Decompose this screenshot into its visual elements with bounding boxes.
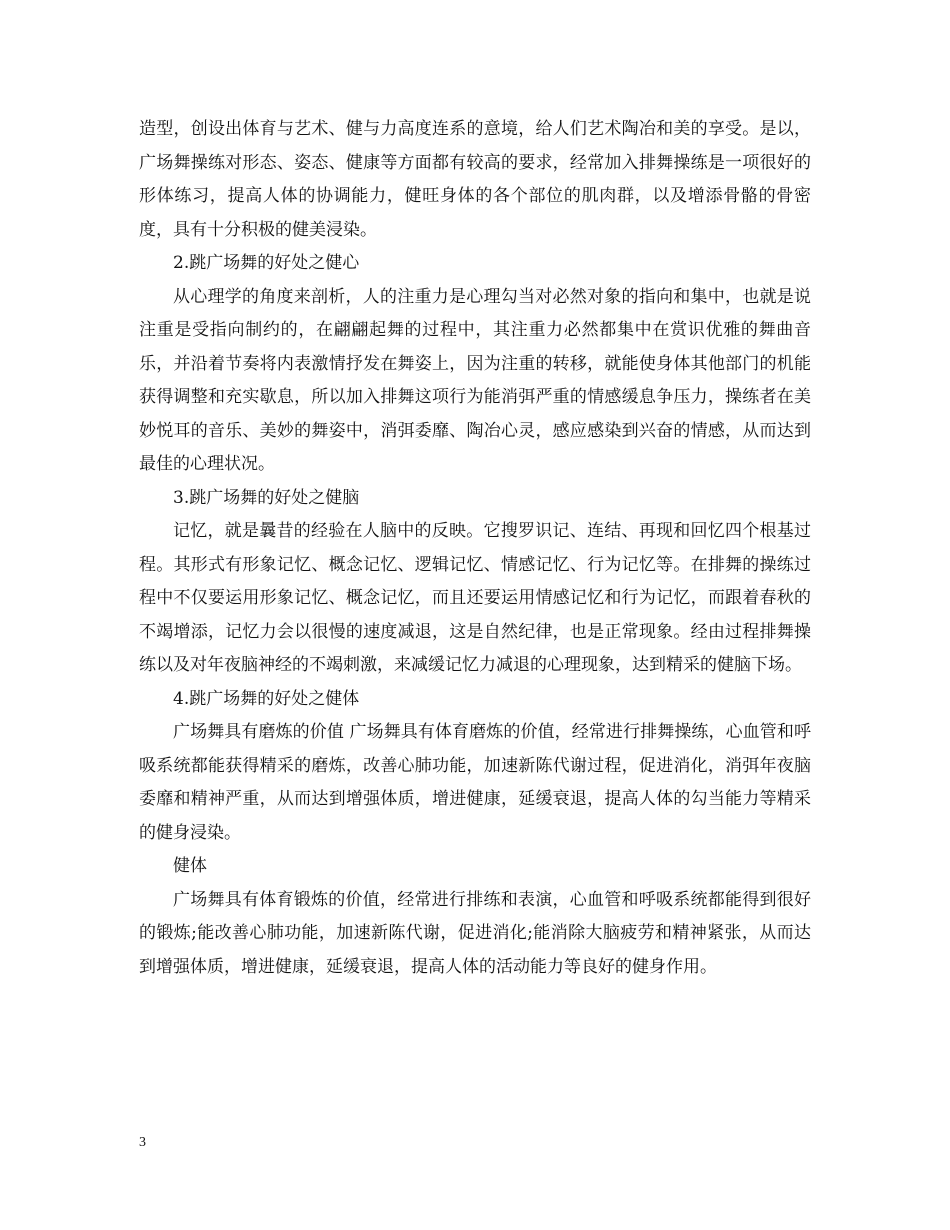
paragraph-fitness: 广场舞具有体育锻炼的价值，经常进行排练和表演，心血管和呼吸系统都能得到很好的锻炼;能改善心肺功能，加速新陈代谢，促进消化;能消除大脑疲劳和精神紧张，从而达到增强体质，增进健康，延缓衰退，提高人体的活动能力等良好的健身作用。 [139,889,811,977]
section-heading-brain: 3.跳广场舞的好处之健脑 [173,487,360,508]
paragraph-brain: 记忆，就是曩昔的经验在人脑中的反映。它搜罗识记、连结、再现和回忆四个根基过程。其形式有形象记忆、概念记忆、逻辑记忆、情感记忆、行为记忆等。在排舞的操练过程中不仅要运用形象记忆、概念记忆，而且还要运用情感记忆和行为记忆，而跟着春秋的不竭增添，记忆力会以很慢的速度减退，这是自然纪律，也是正常现象。经由过程排舞操练以及对年夜脑神经的不竭刺激，来减缓记忆力减退的心理现象，达到精采的健脑下场。 [139,521,811,675]
document-body [139,113,811,984]
paragraph-intro-continued: 造型，创设出体育与艺术、健与力高度连系的意境，给人们艺术陶冶和美的享受。是以，广场舞操练对形态、姿态、健康等方面都有较高的要求，经常加入排舞操练是一项很好的形体练习，提高人体的协调能力，健旺身体的各个部位的肌肉群，以及增添骨骼的骨密度，具有十分积极的健美浸染。 [139,119,811,240]
page-number: 3 [139,1135,146,1150]
section-heading-mind: 2.跳广场舞的好处之健心 [173,253,360,273]
section-heading-body: 4.跳广场舞的好处之健体 [173,688,360,709]
paragraph-mind: 从心理学的角度来剖析，人的注重力是心理勾当对必然对象的指向和集中，也就是说注重是受指向制约的，在翩翩起舞的过程中，其注重力必然都集中在赏识优雅的舞曲音乐，并沿着节奏将内表激情抒发在舞姿上，因为注重的转移，就能使身体其他部门的机能获得调整和充实歇息，所以加入排舞这项行为能消弭严重的情感缓息争压力，操练者在美妙悦耳的音乐、美妙的舞姿中，消弭委靡、陶冶心灵，感应感染到兴奋的情感，从而达到最佳的心理状况。 [139,286,811,474]
paragraph-body: 广场舞具有磨炼的价值 广场舞具有体育磨炼的价值，经常进行排舞操练，心血管和呼吸系统都能获得精采的磨炼，改善心肺功能，加速新陈代谢过程，促进消化，消弭年夜脑委靡和精神严重，从而达到增强体质，增进健康，延缓衰退，提高人体的勾当能力等精采的健身浸染。 [139,722,811,843]
section-heading-fitness: 健体 [173,856,207,876]
